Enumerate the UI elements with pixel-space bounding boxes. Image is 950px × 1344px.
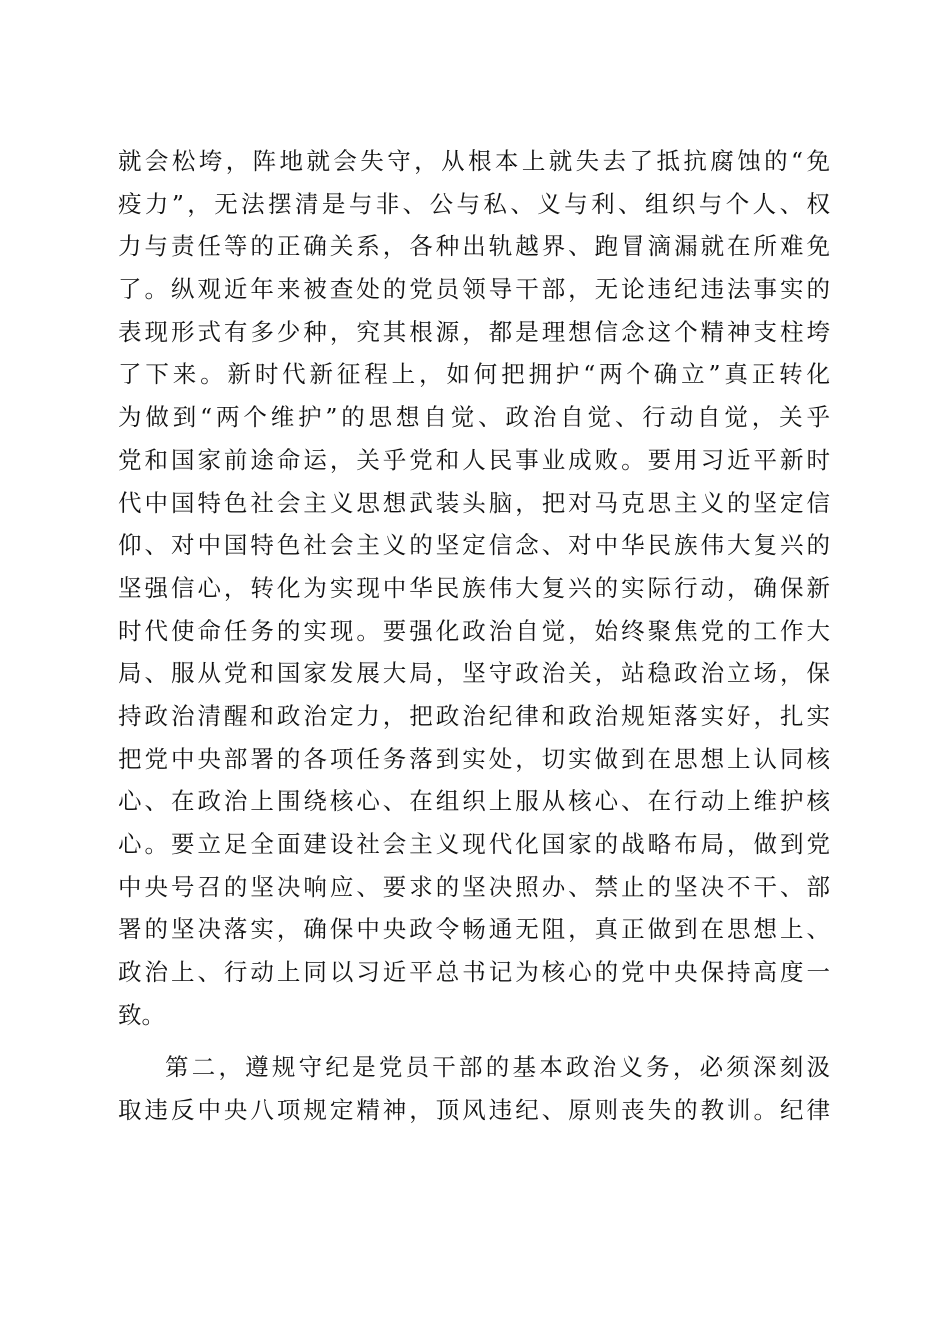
text-line: 为做到“两个维护”的思想自觉、政治自觉、行动自觉，关乎 [118, 403, 830, 432]
text-line: 力与责任等的正确关系，各种出轨越界、跑冒滴漏就在所难免 [118, 232, 830, 261]
text-line: 坚强信心，转化为实现中华民族伟大复兴的实际行动，确保新 [118, 573, 830, 602]
text-line: 致。 [118, 1000, 165, 1029]
text-line: 取违反中央八项规定精神，顶风违纪、原则丧失的教训。纪律 [118, 1096, 830, 1125]
paragraph-1 [118, 140, 830, 1036]
text-line: 了下来。新时代新征程上，如何把拥护“两个确立”真正转化 [118, 360, 830, 389]
text-line: 署的坚决落实，确保中央政令畅通无阻，真正做到在思想上、 [118, 915, 830, 944]
text-line: 时代使命任务的实现。要强化政治自觉，始终聚焦党的工作大 [118, 616, 830, 645]
text-line: 代中国特色社会主义思想武装头脑，把对马克思主义的坚定信 [118, 488, 830, 517]
text-line: 把党中央部署的各项任务落到实处，切实做到在思想上认同核 [118, 744, 830, 773]
text-line: 局、服从党和国家发展大局，坚守政治关，站稳政治立场，保 [118, 659, 830, 688]
text-line: 政治上、行动上同以习近平总书记为核心的党中央保持高度一 [118, 958, 830, 987]
text-line: 持政治清醒和政治定力，把政治纪律和政治规矩落实好，扎实 [118, 701, 830, 730]
text-line: 表现形式有多少种，究其根源，都是理想信念这个精神支柱垮 [118, 317, 830, 346]
text-line: 就会松垮，阵地就会失守，从根本上就失去了抵抗腐蚀的“免 [118, 147, 830, 175]
text-line: 心、在政治上围绕核心、在组织上服从核心、在行动上维护核 [118, 787, 830, 816]
text-line: 心。要立足全面建设社会主义现代化国家的战略布局，做到党 [118, 830, 830, 858]
document-body [118, 140, 830, 1132]
text-line: 疫力”，无法摆清是与非、公与私、义与利、组织与个人、权 [118, 189, 830, 218]
text-line: 党和国家前途命运，关乎党和人民事业成败。要用习近平新时 [118, 445, 830, 474]
text-line: 第二，遵规守纪是党员干部的基本政治义务，必须深刻汲 [165, 1053, 830, 1082]
paragraph-2 [118, 1046, 830, 1131]
text-line: 仰、对中国特色社会主义的坚定信念、对中华民族伟大复兴的 [118, 531, 830, 560]
text-line: 中央号召的坚决响应、要求的坚决照办、禁止的坚决不干、部 [118, 872, 830, 901]
text-line: 了。纵观近年来被查处的党员领导干部，无论违纪违法事实的 [118, 275, 830, 304]
paragraph-spacer [118, 1036, 830, 1046]
